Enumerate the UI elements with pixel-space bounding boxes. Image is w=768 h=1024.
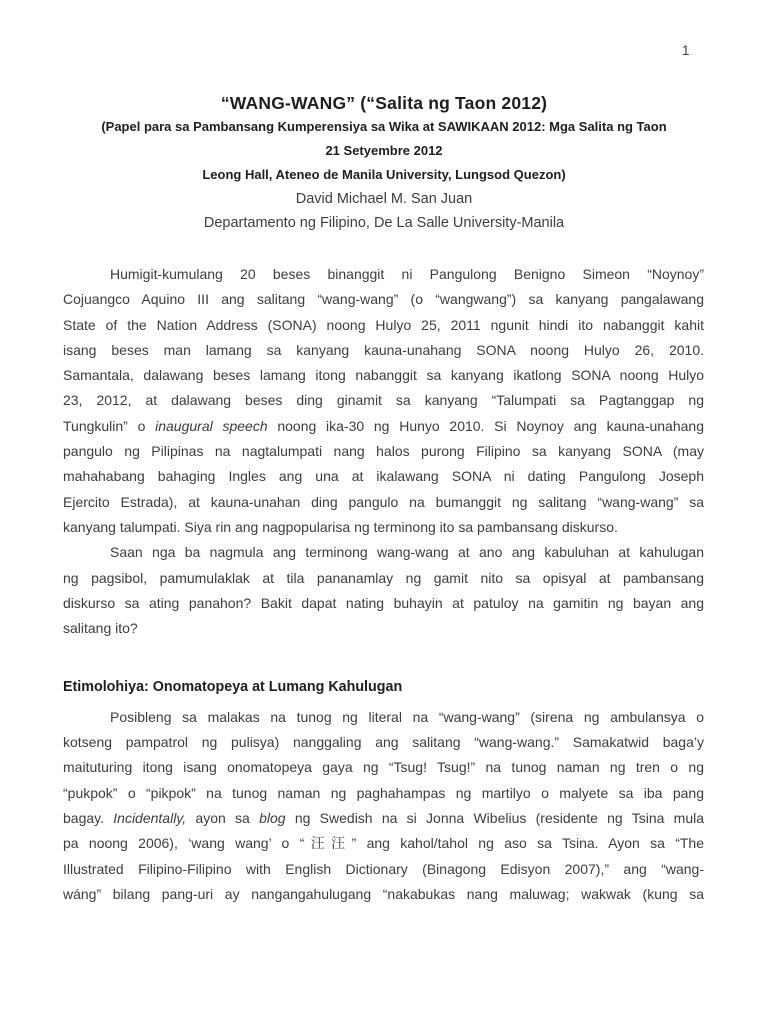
page-number: 1 <box>682 43 690 58</box>
text-line: ng pagsibol, pamumulaklak at tila pananamlay ng gamit nito sa opisyal at pambansang <box>63 569 704 586</box>
text-line: Posibleng sa malakas na tunog ng literal na “wang-wang” (sirena ng ambulansya o <box>110 708 704 725</box>
paper-title: “WANG-WANG” (“Salita ng Taon 2012) <box>220 93 548 113</box>
text-line: Saan nga ba nagmula ang terminong wang-wang at ano ang kabuluhan at kahulugan <box>110 544 704 561</box>
conference-line-1: (Papel para sa Pambansang Kumperensiya sa Wika at SAWIKAAN 2012: Mga Salita ng Taon <box>101 119 667 134</box>
text-line: State of the Nation Address (SONA) noong Hulyo 25, 2011 ngunit hindi ito nabanggit kahit <box>63 316 704 333</box>
text-line: kotseng pampatrol ng pulisya) nanggaling ang salitang “wang-wang.” Samakatwid baga’y <box>63 734 704 751</box>
text-line: isang beses man lamang sa kanyang kauna-unahang SONA noong Hulyo 26, 2010. <box>63 341 704 358</box>
text-line: Illustrated Filipino-Filipino with English Dictionary (Binagong Edisyon 2007),” ang “wang- <box>63 860 704 877</box>
text-line: mahahabang bahaging Ingles ang una at ikalawang SONA ni dating Pangulong Joseph <box>63 468 704 485</box>
paragraph-2 <box>63 540 704 641</box>
text-line: Samantala, dalawang beses lamang itong nabanggit sa kanyang ikatlong SONA noong Hulyo <box>63 367 704 384</box>
text-line: pangulo ng Pilipinas na nagtalumpati nang halos purong Filipino sa kanyang SONA (may <box>63 443 704 460</box>
document-body <box>63 262 704 907</box>
text-line: salitang ito? <box>63 620 138 637</box>
paper-header <box>0 91 768 235</box>
text-line: 23, 2012, at dalawang beses ding ginamit sa kanyang “Talumpati sa Pagtanggap ng <box>63 392 704 409</box>
text-line: pa noong 2006), ‘wang wang’ o “汪汪” ang kahol/tahol ng aso sa Tsina. Ayon sa “The <box>63 835 704 852</box>
text-line: kanyang talumpati. Siya rin ang nagpopularisa ng terminong ito sa pambansang diskurso. <box>63 518 618 535</box>
paragraph-1 <box>63 262 704 540</box>
text-line: Cojuangco Aquino III ang salitang “wang-wang” (o “wangwang”) sa kanyang pangalawang <box>63 291 704 308</box>
text-line: maituturing itong isang onomatopeya gaya ng “Tsug! Tsug!” na tunog naman ng tren o ng <box>63 759 704 776</box>
text-line: “pukpok” o “pikpok” na tunog naman ng paghahampas ng martilyo o malyete sa iba pang <box>63 784 704 801</box>
section-heading: Etimolohiya: Onomatopeya at Lumang Kahulugan <box>63 678 403 695</box>
text-line: Tungkulin” o inaugural speech noong ika-30 ng Hunyo 2010. Si Noynoy ang kauna-unahang <box>63 417 704 434</box>
text-line: Ejercito Estrada), at kauna-unahan ding pangulo na bumanggit ng salitang “wang-wang” sa <box>63 493 704 510</box>
conference-date: 21 Setyembre 2012 <box>325 143 443 158</box>
paragraph-3 <box>63 705 704 907</box>
text-line: diskurso sa ating panahon? Bakit dapat nating buhayin at patuloy na gamitin ng bayan ang <box>63 594 704 611</box>
text-line: bagay. Incidentally, ayon sa blog ng Swedish na si Jonna Wibelius (residente ng Tsina mula <box>63 809 704 826</box>
conference-venue: Leong Hall, Ateneo de Manila University, Lungsod Quezon) <box>202 167 566 182</box>
text-line: Humigit-kumulang 20 beses binanggit ni Pangulong Benigno Simeon “Noynoy” <box>110 266 704 282</box>
author-name: David Michael M. San Juan <box>295 191 473 207</box>
text-line: wáng” bilang pang-uri ay nangangahulugang “nakabukas nang maluwag; wakwak (kung sa <box>63 885 704 902</box>
author-affiliation: Departamento ng Filipino, De La Salle University-Manila <box>203 215 565 231</box>
